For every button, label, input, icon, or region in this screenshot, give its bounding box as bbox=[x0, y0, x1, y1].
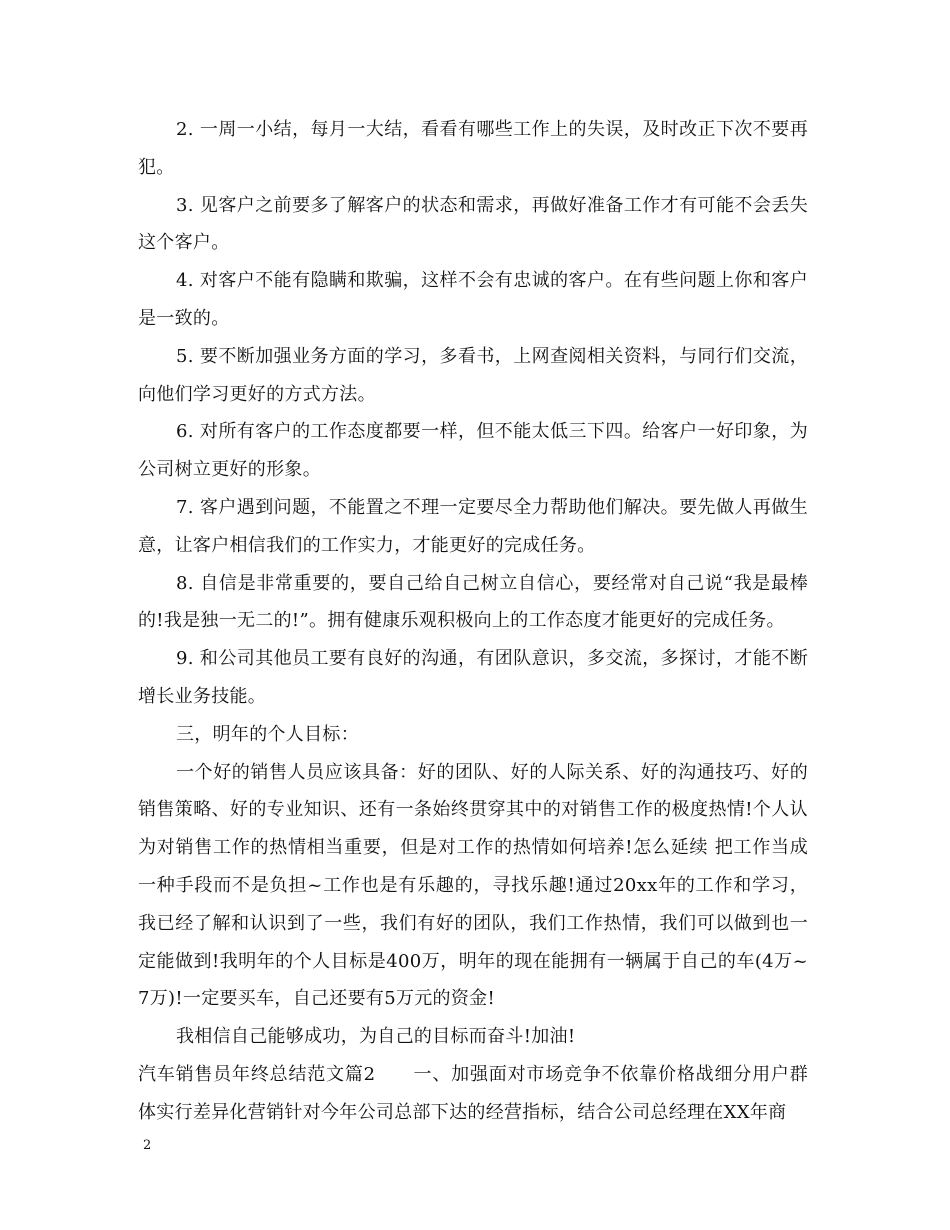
document-body bbox=[138, 111, 808, 1132]
paragraph-goals-body: 一个好的销售人员应该具备：好的团队、好的人际关系、好的沟通技巧、好的销售策略、好的专业知识、还有一条始终贯穿其中的对销售工作的极度热情!个人认为对销售工作的热情相当重要，但是对工作的热情如何培养!怎么延续 把工作当成一种手段而不是负担~工作也是有乐趣的，寻找乐趣!通过20xx年的工作和学习，我已经了解和认识到了一些，我们有好的团队，我们工作热情，我们可以做到也一定能做到!我明年的个人目标是400万，明年的现在能拥有一辆属于自己的车(4万~7万)!一定要买车，自己还要有5万元的资金! bbox=[138, 761, 808, 1010]
paragraph-item-7: 7. 客户遇到问题，不能置之不理一定要尽全力帮助他们解决。要先做人再做生意，让客户相信我们的工作实力，才能更好的完成任务。 bbox=[138, 496, 808, 556]
page-number: 2 bbox=[143, 1138, 152, 1153]
paragraph-item-2: 2. 一周一小结，每月一大结，看看有哪些工作上的失误，及时改正下次不要再犯。 bbox=[138, 119, 808, 178]
paragraph-item-8: 8. 自信是非常重要的，要自己给自己树立自信心，要经常对自己说“我是最棒的!我是独一无二的!”。拥有健康乐观积极向上的工作态度才能更好的完成任务。 bbox=[138, 572, 808, 632]
paragraph-next-article-start: 汽车销售员年终总结范文篇2 一、加强面对市场竞争不依靠价格战细分用户群体实行差异化营销针对今年公司总部下达的经营指标，结合公司总经理在XX年商 bbox=[138, 1063, 808, 1123]
paragraph-item-5: 5. 要不断加强业务方面的学习，多看书，上网查阅相关资料，与同行们交流，向他们学习更好的方式方法。 bbox=[138, 345, 808, 405]
section-heading-goals: 三，明年的个人目标： bbox=[176, 723, 359, 745]
paragraph-motivation: 我相信自己能够成功，为自己的目标而奋斗!加油! bbox=[176, 1026, 576, 1048]
paragraph-item-3: 3. 见客户之前要多了解客户的状态和需求，再做好准备工作才有可能不会丢失这个客户。 bbox=[138, 194, 808, 254]
paragraph-item-6: 6. 对所有客户的工作态度都要一样，但不能太低三下四。给客户一好印象，为公司树立更好的形象。 bbox=[138, 421, 808, 481]
paragraph-item-4: 4. 对客户不能有隐瞒和欺骗，这样不会有忠诚的客户。在有些问题上你和客户是一致的。 bbox=[138, 270, 808, 329]
paragraph-item-9: 9. 和公司其他员工要有良好的沟通，有团队意识，多交流，多探讨，才能不断增长业务技能。 bbox=[138, 648, 808, 707]
